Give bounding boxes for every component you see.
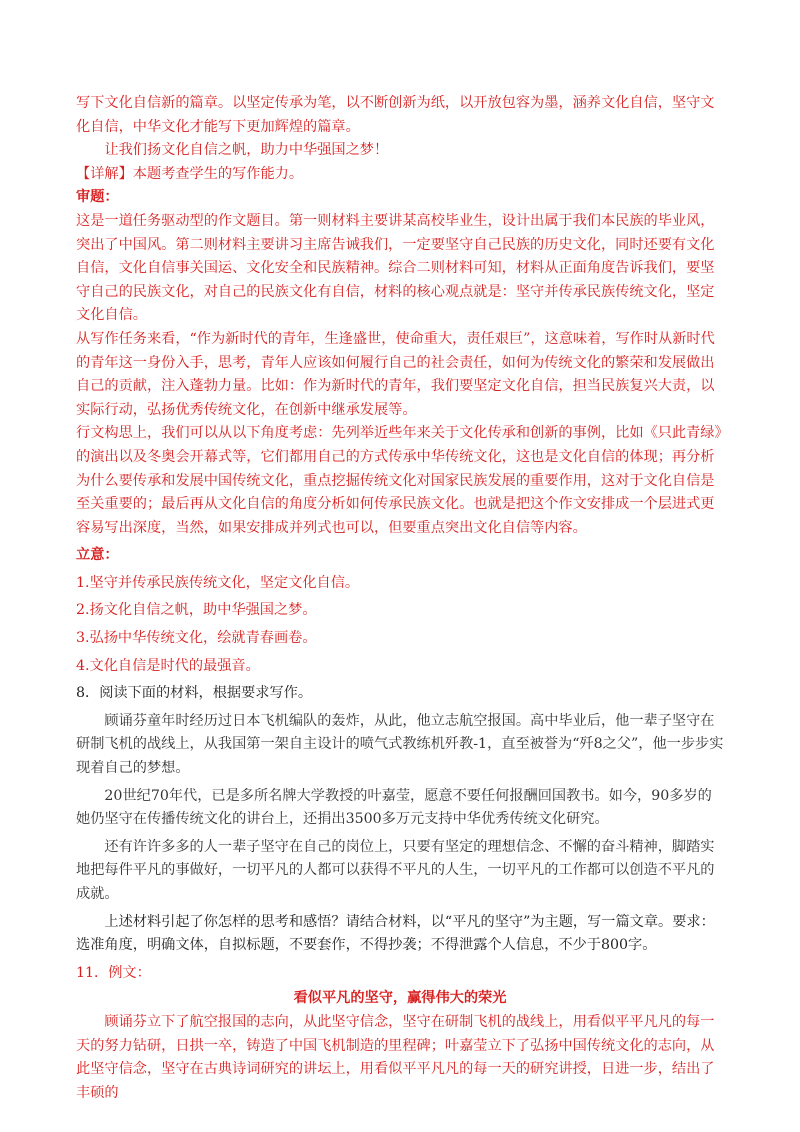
liyi-heading: 立意： bbox=[76, 547, 119, 564]
question-8-requirement: 上述材料引起了你怎样的思考和感悟？请结合材料，以“平凡的坚守”为主题，写一篇文章。要求：选准角度，明确文体，自拟标题，不要套作，不得抄袭；不得泄露个人信息，不少于800字。 bbox=[76, 913, 715, 954]
essay-title: 看似平凡的坚守，赢得伟大的荣光 bbox=[293, 990, 507, 1007]
detail-label: 【详解】 bbox=[76, 165, 133, 182]
shenti-heading: 审题： bbox=[76, 189, 119, 206]
answer-11-heading: 11．例文： bbox=[76, 964, 151, 981]
detail-text: 本题考查学生的写作能力。 bbox=[132, 165, 304, 182]
question-8-material-3: 还有许许多多的人一辈子坚守在自己的岗位上，只要有坚定的理想信念、不懈的奋斗精神，脚踏实地把每件平凡的事做好，一切平凡的人都可以获得不平凡的人生，一切平凡的工作都可以创造不平凡的成就。 bbox=[76, 838, 715, 902]
intro-paragraph: 写下文化自信新的篇章。以坚定传承为笔，以不断创新为纸，以开放包容为墨，涵养文化自信，坚守文化自信，中华文化才能写下更加辉煌的篇章。 bbox=[76, 95, 715, 135]
liyi-item-1: 1.坚守并传承民族传统文化，坚定文化自信。 bbox=[76, 574, 360, 591]
essay-paragraph: 顾诵芬立下了航空报国的志向，从此坚守信念，坚守在研制飞机的战线上，用看似平平凡凡的每一天的努力钻研，日拱一卒，铸造了中国飞机制造的里程碑；叶嘉莹立下了弘扬中国传统文化的志向，从此坚守信念，坚守在古典诗词研究的讲坛上，用看似平平凡凡的每一天的研究讲授，日进一步，结出了丰硕的 bbox=[76, 1013, 715, 1101]
question-8-material-2: 20世纪70年代，已是多所名牌大学教授的叶嘉莹，愿意不要任何报酬回国教书。如今，90多岁的她仍坚守在传播传统文化的讲台上，还捐出3500多万元支持中华优秀传统文化研究。 bbox=[76, 787, 712, 828]
intro-closing-line: 让我们扬文化自信之帆，助力中华强国之梦！ bbox=[104, 142, 389, 159]
shenti-paragraph-2: 从写作任务来看，“作为新时代的青年，生逢盛世，使命重大，责任艰巨”，这意味着，写作时从新时代的青年这一身份入手，思考，青年人应该如何履行自己的社会责任，如何为传统文化的繁荣和发展做出自己的贡献，注入蓬勃力量。比如：作为新时代的青年，我们要坚定文化自信，担当民族复兴大责，以实际行动，弘扬优秀传统文化，在创新中继承发展等。 bbox=[76, 330, 715, 418]
document-content bbox=[76, 92, 724, 1105]
question-8-heading: 8．阅读下面的材料，根据要求写作。 bbox=[76, 685, 313, 702]
shenti-paragraph-3: 行文构思上，我们可以从以下角度考虑：先列举近些年来关于文化传承和创新的事例，比如《只此青绿》的演出以及冬奥会开幕式等，它们都用自己的方式传承中华传统文化，这也是文化自信的体现；再分析为什么要传承和发展中国传统文化，重点挖掘传统文化对国家民族发展的重要作用，这对于文化自信是至关重要的；最后再从文化自信的角度分析如何传承民族文化。也就是把这个作文安排成一个层进式更容易写出深度，当然，如果安排成并列式也可以，但要重点突出文化自信等内容。 bbox=[76, 425, 722, 536]
detail-line bbox=[76, 163, 724, 187]
liyi-item-3: 3.弘扬中华传统文化，绘就青春画卷。 bbox=[76, 630, 317, 647]
liyi-item-2: 2.扬文化自信之帆，助中华强国之梦。 bbox=[76, 602, 317, 619]
question-8-material-1: 顾诵芬童年时经历过日本飞机编队的轰炸，从此，他立志航空报国。高中毕业后，他一辈子坚守在研制飞机的战线上，从我国第一架自主设计的喷气式教练机歼教-1，直至被誉为“歼8之父”，他一步步实现着自己的梦想。 bbox=[76, 712, 724, 777]
liyi-item-4: 4.文化自信是时代的最强音。 bbox=[76, 657, 260, 674]
shenti-paragraph-1: 这是一道任务驱动型的作文题目。第一则材料主要讲某高校毕业生，设计出属于我们本民族的毕业风，突出了中国风。第二则材料主要讲习主席告诫我们，一定要坚守自己民族的历史文化，同时还要有文化自信，文化自信事关国运、文化安全和民族精神。综合二则材料可知，材料从正面角度告诉我们，要坚守自己的民族文化，对自己的民族文化有自信，材料的核心观点就是：坚守并传承民族传统文化，坚定文化自信。 bbox=[76, 212, 715, 324]
